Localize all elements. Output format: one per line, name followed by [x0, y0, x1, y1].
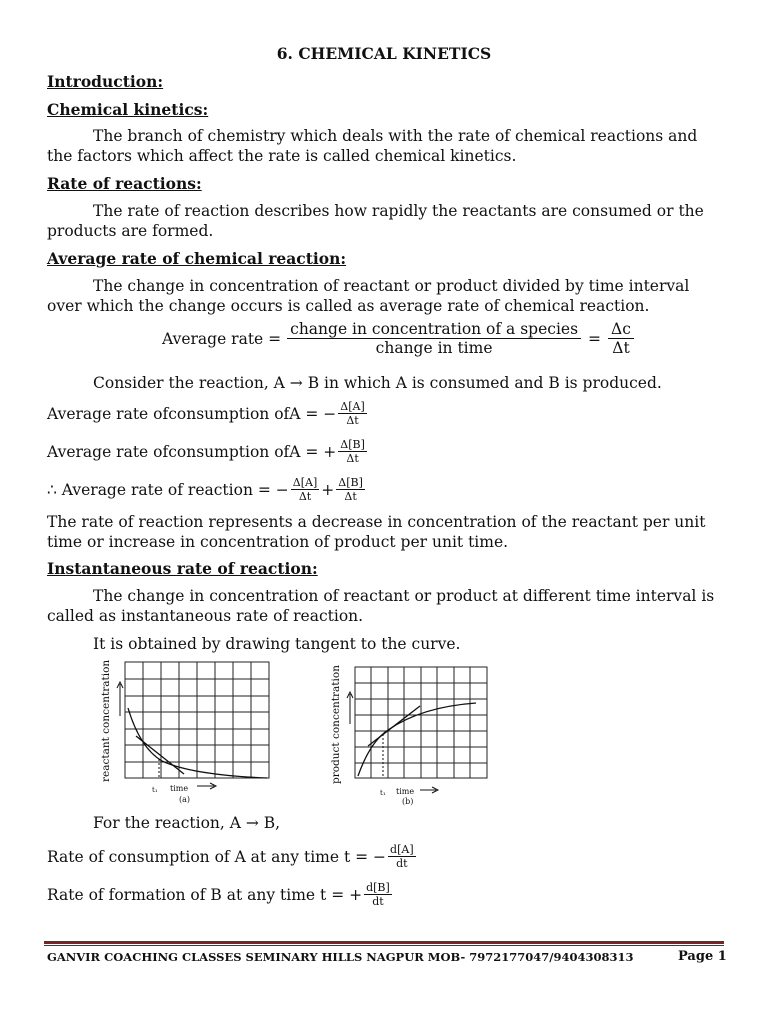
ylabel-a: reactant concentration [100, 659, 112, 782]
equation-instantaneous-a [47, 843, 418, 870]
eq-lhs: Rate of consumption of A at any time t = − [47, 847, 387, 866]
tangent-b [368, 706, 420, 746]
eq-numerator-2: Δ[B] [338, 476, 363, 489]
eq-numerator: d[B] [366, 881, 390, 894]
footer-rule-thin [44, 945, 724, 946]
equation-average-rate [162, 320, 637, 357]
paragraph-average: The change in concentration of reactant or product divided by time interval over which the change occurs is called as average rate of chemical reaction. [47, 277, 690, 315]
eq-denominator: Δt [346, 414, 359, 427]
equation-consumption-b [47, 438, 369, 465]
paragraph-tangent: It is obtained by drawing tangent to the curve. [93, 635, 461, 653]
tick-b: t₁ [380, 789, 386, 797]
heading-introduction: Introduction: [47, 72, 164, 91]
figure-product-concentration [326, 662, 496, 810]
eq-lhs: Average rate ofconsumption ofA = + [47, 442, 337, 461]
eq-numerator: Δ[A] [292, 476, 318, 489]
paragraph-for-reaction: For the reaction, A → B, [93, 814, 281, 832]
caption-b: (b) [402, 797, 414, 806]
heading-average-rate: Average rate of chemical reaction: [47, 249, 347, 268]
eq-denominator-2: Δt [344, 490, 357, 503]
equation-instantaneous-b [47, 881, 394, 908]
page-number: Page 1 [678, 949, 727, 964]
eq-denominator: change in time [375, 339, 493, 357]
paragraph-chemical-kinetics: The branch of chemistry which deals with the rate of chemical reactions and the factors which affect the rate is called chemical kinetics. [47, 127, 698, 165]
caption-a: (a) [179, 795, 191, 804]
heading-chemical-kinetics: Chemical kinetics: [47, 100, 209, 119]
heading-rate-of-reactions: Rate of reactions: [47, 174, 202, 193]
heading-instantaneous-rate: Instantaneous rate of reaction: [47, 559, 318, 578]
eq-numerator: Δ[B] [340, 438, 365, 451]
eq-numerator-2: Δc [608, 320, 634, 339]
paragraph-instantaneous: The change in concentration of reactant or product at different time interval is called as instantaneous rate of reaction. [47, 587, 715, 625]
eq-plus: + [321, 480, 335, 499]
eq-denominator: dt [372, 895, 384, 908]
eq-numerator: d[A] [390, 843, 414, 856]
eq-numerator: change in concentration of a species [287, 320, 581, 339]
eq-lhs: Rate of formation of B at any time t = + [47, 885, 363, 904]
page-title: 6. CHEMICAL KINETICS [276, 44, 492, 63]
paragraph-rate-represents: The rate of reaction represents a decrease in concentration of the reactant per unit time or increase in concentration of product per unit time. [47, 513, 706, 551]
paragraph-consider: Consider the reaction, A → B in which A is consumed and B is produced. [93, 374, 662, 392]
figure-reactant-concentration [92, 656, 282, 810]
eq-equals: = [588, 329, 602, 348]
equation-average-reaction [47, 476, 367, 503]
footer-rule-thick [44, 941, 724, 944]
xlabel-b: time [396, 787, 415, 796]
ylabel-b: product concentration [330, 665, 342, 784]
eq-lhs: Average rate = [162, 329, 282, 348]
eq-denominator: Δt [346, 452, 359, 465]
xlabel-a: time [170, 784, 189, 793]
eq-numerator: Δ[A] [340, 400, 365, 413]
eq-lhs: ∴ Average rate of reaction = − [47, 480, 289, 499]
tick-a: t₁ [152, 786, 158, 794]
equation-consumption-a [47, 400, 369, 427]
grid-a [125, 662, 269, 778]
grid-b [355, 667, 487, 778]
eq-denominator-2: Δt [612, 339, 630, 357]
footer-text: GANVIR COACHING CLASSES SEMINARY HILLS NAGPUR MOB- 7972177047/9404308313 [47, 950, 634, 964]
paragraph-rate: The rate of reaction describes how rapidly the reactants are consumed or the products are formed. [47, 202, 704, 240]
eq-lhs: Average rate ofconsumption ofA = − [47, 404, 337, 423]
eq-denominator: dt [396, 857, 408, 870]
eq-denominator: Δt [298, 490, 312, 503]
